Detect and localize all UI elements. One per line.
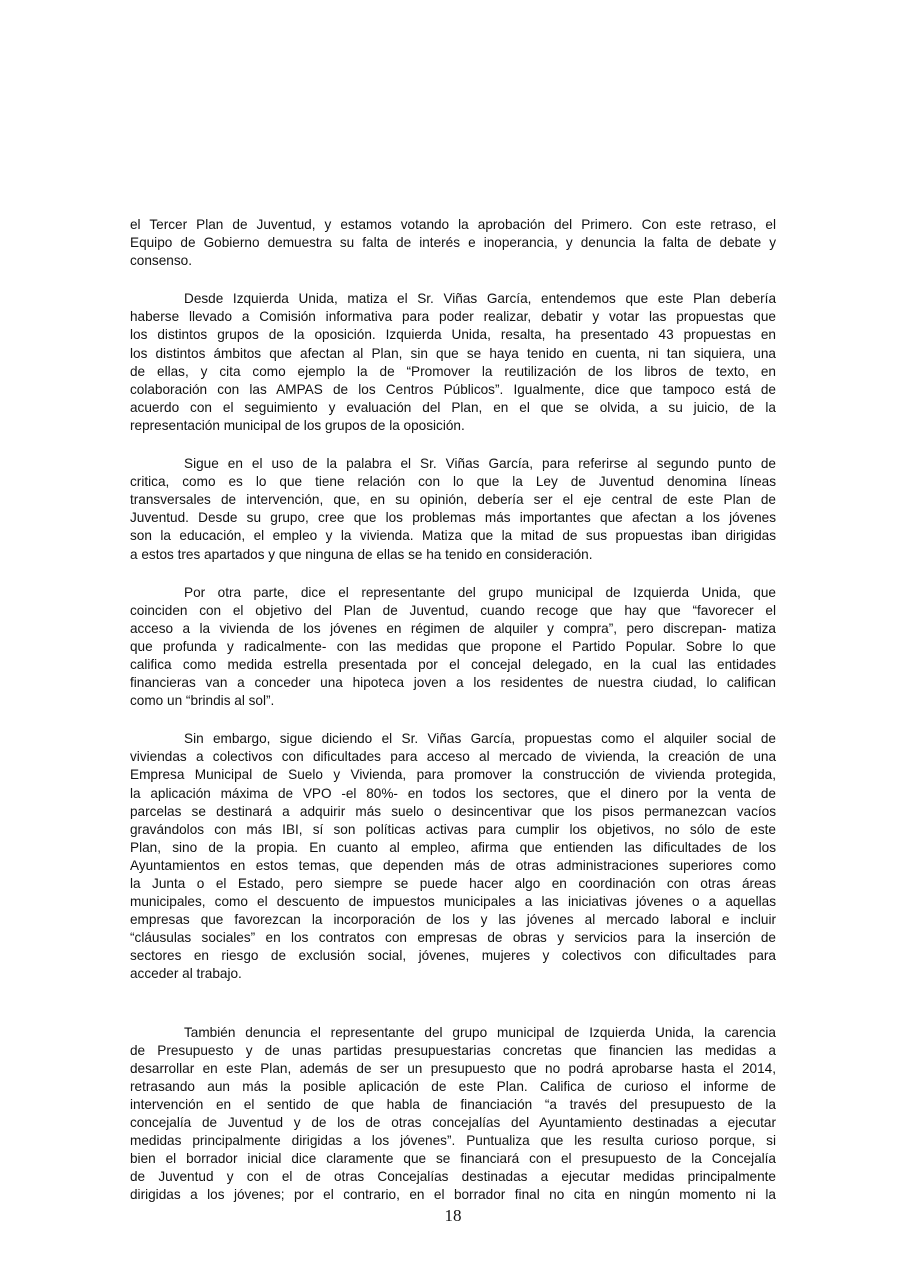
text-line: colaboración con las AMPAS de los Centros Públicos”. Igualmente, dice que tampoco está de bbox=[130, 381, 776, 397]
text-line: desarrollar en este Plan, además de ser un presupuesto que no podrá aprobarse hasta el 2014, bbox=[130, 1060, 776, 1076]
paragraph bbox=[130, 1024, 776, 1205]
text-line: son la educación, el empleo y la vivienda. Matiza que la mitad de sus propuestas iban dirigidas bbox=[130, 528, 776, 544]
text-line: critica, como es lo que tiene relación con lo que la Ley de Juventud denomina líneas bbox=[130, 474, 776, 490]
text-line: También denuncia el representante del grupo municipal de Izquierda Unida, la carencia bbox=[184, 1024, 776, 1040]
text-line: “cláusulas sociales” en los contratos con empresas de obras y servicios para la inserción de bbox=[130, 930, 776, 946]
text-line: viviendas a colectivos con dificultades para acceso al mercado de vivienda, la creación de una bbox=[130, 749, 776, 765]
text-line: acceder al trabajo. bbox=[130, 966, 242, 982]
blank-line bbox=[130, 1004, 776, 1024]
text-line: Ayuntamientos en estos temas, que dependen más de otras administraciones superiores como bbox=[130, 857, 776, 873]
text-line: concejalía de Juventud y de los de otras concejalías del Ayuntamiento destinadas a ejecutar bbox=[130, 1115, 776, 1131]
text-line: financieras van a conceder una hipoteca joven a los residentes de nuestra ciudad, lo califican bbox=[130, 675, 776, 691]
text-line: acceso a la vivienda de los jóvenes en régimen de alquiler y compra”, pero discrepan- matiza bbox=[130, 620, 776, 636]
page-number: 18 bbox=[444, 1206, 462, 1225]
text-line: Juventud. Desde su grupo, cree que los problemas más importantes que afectan a los jóvenes bbox=[130, 510, 776, 526]
text-line: Empresa Municipal de Suelo y Vivienda, para promover la construcción de vivienda protegida, bbox=[130, 767, 776, 783]
text-line: Equipo de Gobierno demuestra su falta de interés e inoperancia, y denuncia la falta de debate y bbox=[130, 235, 776, 251]
paragraph bbox=[130, 216, 776, 270]
text-line: haberse llevado a Comisión informativa para poder realizar, debatir y votar las propuestas que bbox=[130, 309, 776, 325]
paragraph bbox=[130, 455, 776, 564]
text-line: califica como medida estrella presentada por el concejal delegado, en la cual las entidades bbox=[130, 656, 776, 672]
text-line: medidas principalmente dirigidas a los jóvenes”. Puntualiza que les resulta curioso porque, si bbox=[130, 1133, 776, 1149]
text-line: transversales de intervención, que, en su opinión, debería ser el eje central de este Plan de bbox=[130, 492, 776, 508]
document-body bbox=[130, 216, 776, 1225]
text-line: como un “brindis al sol”. bbox=[130, 693, 275, 709]
text-line: acuerdo con el seguimiento y evaluación del Plan, en el que se olvida, a su juicio, de la bbox=[130, 399, 776, 415]
text-line: los distintos grupos de la oposición. Izquierda Unida, resalta, ha presentado 43 propuestas en bbox=[130, 327, 776, 343]
text-line: de ellas, y cita como ejemplo la de “Promover la reutilización de los libros de texto, en bbox=[130, 363, 776, 379]
text-line: empresas que favorezcan la incorporación de los y las jóvenes al mercado laboral e incluir bbox=[130, 912, 776, 928]
text-line: Plan, sino de la propia. En cuanto al empleo, afirma que entienden las dificultades de los bbox=[130, 839, 776, 855]
paragraph bbox=[130, 290, 776, 435]
text-line: bien el borrador inicial dice claramente que se financiará con el presupuesto de la Concejalía bbox=[130, 1151, 776, 1167]
paragraph bbox=[130, 584, 776, 711]
text-line: los distintos ámbitos que afectan al Plan, sin que se haya tenido en cuenta, ni tan siquiera, una bbox=[130, 345, 776, 361]
text-line: parcelas se destinará a adquirir más suelo o desincentivar que los pisos permanezcan vacíos bbox=[130, 803, 776, 819]
text-line: intervención en el sentido de que habla de financiación “a través del presupuesto de la bbox=[130, 1096, 776, 1112]
text-line: de Presupuesto y de unas partidas presupuestarias concretas que financien las medidas a bbox=[130, 1042, 776, 1058]
text-line: consenso. bbox=[130, 253, 192, 269]
text-line: municipales, como el descuento de impuestos municipales a las iniciativas jóvenes o a aquellas bbox=[130, 894, 776, 910]
text-line: Sin embargo, sigue diciendo el Sr. Viñas García, propuestas como el alquiler social de bbox=[184, 731, 776, 747]
text-line: que profunda y radicalmente- con las medidas que propone el Partido Popular. Sobre lo que bbox=[130, 638, 776, 654]
text-line: sectores en riesgo de exclusión social, jóvenes, mujeres y colectivos con dificultades para bbox=[130, 948, 776, 964]
text-line: Por otra parte, dice el representante del grupo municipal de Izquierda Unida, que bbox=[184, 584, 776, 600]
text-line: de Juventud y con el de otras Concejalías destinadas a ejecutar medidas principalmente bbox=[130, 1169, 776, 1185]
text-line: el Tercer Plan de Juventud, y estamos votando la aprobación del Primero. Con este retraso, el bbox=[130, 217, 776, 232]
text-line: dirigidas a los jóvenes; por el contrario, en el borrador final no cita en ningún momento ni la bbox=[130, 1187, 776, 1203]
text-line: representación municipal de los grupos de la oposición. bbox=[130, 417, 465, 433]
text-line: Desde Izquierda Unida, matiza el Sr. Viñas García, entendemos que este Plan debería bbox=[184, 291, 776, 307]
text-line: coinciden con el objetivo del Plan de Juventud, cuando recoge que hay que “favorecer el bbox=[130, 602, 776, 618]
text-line: gravándolos con más IBI, sí son políticas activas para cumplir los objetivos, no sólo de este bbox=[130, 821, 776, 837]
text-line: retrasando aun más la posible aplicación de este Plan. Califica de curioso el informe de bbox=[130, 1078, 776, 1094]
text-line: la Junta o el Estado, pero siempre se puede hacer algo en coordinación con otras áreas bbox=[130, 876, 776, 891]
text-line: a estos tres apartados y que ninguna de ellas se ha tenido en consideración. bbox=[130, 546, 593, 562]
text-line: la aplicación máxima de VPO -el 80%- en todos los sectores, que el dinero por la venta de bbox=[130, 785, 776, 801]
text-line: Sigue en el uso de la palabra el Sr. Viñas García, para referirse al segundo punto de bbox=[184, 456, 776, 472]
paragraph bbox=[130, 730, 776, 983]
